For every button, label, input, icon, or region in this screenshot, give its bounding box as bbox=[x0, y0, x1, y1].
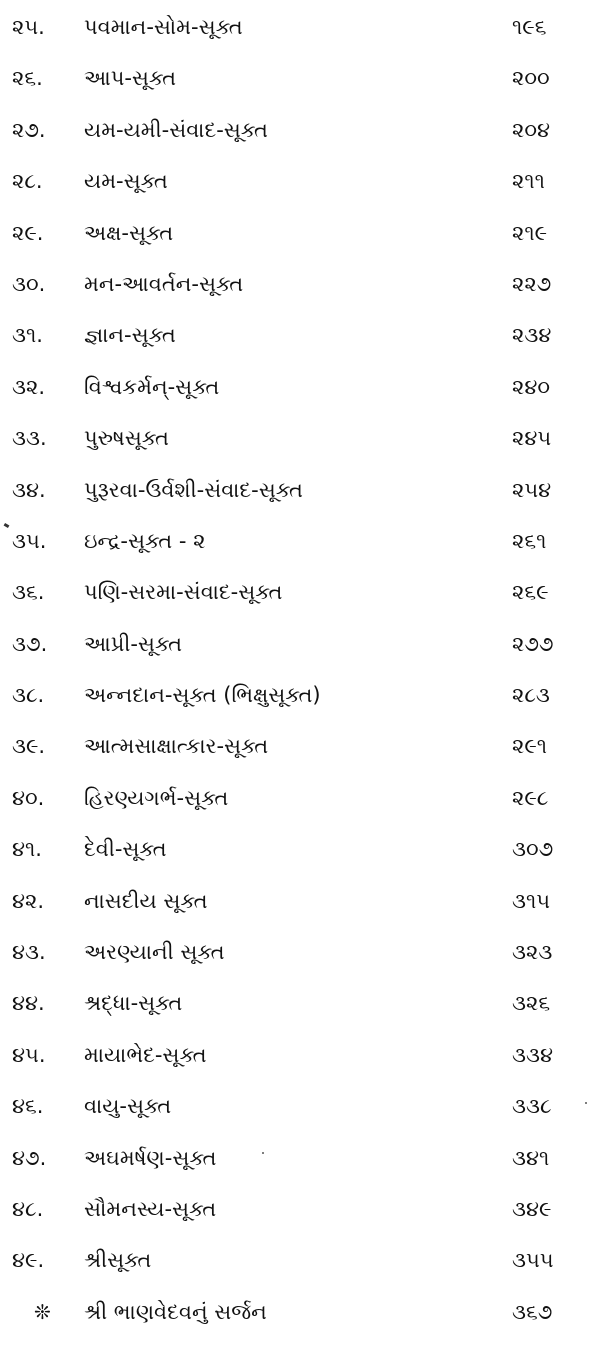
toc-entry-title: યમ-સૂક્ત bbox=[84, 169, 168, 194]
toc-entry-page: ૨૯૮ bbox=[512, 785, 549, 810]
toc-entry-page: ૩૪૯ bbox=[512, 1196, 552, 1221]
toc-entry-number: ૩૬. bbox=[12, 580, 45, 605]
toc-entry-number: ૩૯. bbox=[12, 734, 46, 759]
toc-entry-title: માયાભેદ-સૂક્ત bbox=[84, 1042, 207, 1067]
toc-entry-page: ૩૪૧ bbox=[512, 1145, 550, 1170]
toc-entry bbox=[0, 1196, 600, 1247]
toc-entry-number: ૨૮. bbox=[12, 169, 43, 194]
toc-entry bbox=[0, 939, 600, 990]
toc-entry-number: ૩૪. bbox=[12, 477, 46, 502]
toc-entry-page: ૩૨૩ bbox=[512, 940, 553, 965]
print-speck bbox=[585, 1102, 587, 1104]
toc-entry-page: ૨૦૦ bbox=[512, 66, 550, 91]
toc-entry-number: ૩૨. bbox=[12, 374, 45, 399]
toc-entry bbox=[0, 888, 600, 939]
toc-entry-title: જ્ઞાન-સૂક્ત bbox=[84, 323, 176, 348]
toc-entry-title: મન-આવર્તન-સૂક્ત bbox=[84, 271, 244, 296]
toc-entry-page: ૩૨૬ bbox=[512, 991, 551, 1016]
toc-entry-page: ૨૬૯ bbox=[512, 580, 549, 605]
toc-entry-page: ૨૦૪ bbox=[512, 117, 550, 142]
toc-entry-title: અક્ષ-સૂક્ત bbox=[84, 220, 174, 245]
toc-entry-title: પવમાન-સોમ-સૂક્ત bbox=[84, 15, 243, 39]
toc-entry-number: ૩૩. bbox=[12, 426, 47, 451]
toc-entry-page: ૨૩૪ bbox=[512, 323, 552, 348]
toc-entry-page: ૨૧૯ bbox=[512, 220, 548, 245]
toc-entry bbox=[0, 14, 600, 65]
asterism-icon: ❊ bbox=[34, 1299, 51, 1324]
print-speck bbox=[262, 1152, 264, 1154]
toc-entry bbox=[0, 836, 600, 887]
toc-entry-number: ૪૯. bbox=[12, 1248, 45, 1273]
toc-entry-number: ૪૪. bbox=[12, 991, 45, 1016]
toc-entry-number: ૪૨. bbox=[12, 888, 45, 913]
toc-entry-page: ૨૨૭ bbox=[512, 271, 552, 296]
toc-entry-title: આત્મસાક્ષાત્કાર-સૂક્ત bbox=[84, 734, 269, 759]
toc-entry-page: ૩૧૫ bbox=[512, 888, 551, 913]
toc-entry-number: ૪૬. bbox=[12, 1094, 44, 1119]
toc-entry bbox=[0, 990, 600, 1041]
toc-entry-title: હિરણ્યગર્ભ-સૂક્ત bbox=[84, 785, 229, 810]
toc-entry bbox=[0, 631, 600, 682]
toc-entry-page: ૨૭૭ bbox=[512, 631, 554, 656]
toc-entry-page: ૨૯૧ bbox=[512, 734, 548, 759]
toc-entry bbox=[0, 374, 600, 425]
toc-entry-page: ૧૯૬ bbox=[512, 15, 547, 39]
toc-entry-number: ૪૫. bbox=[12, 1042, 46, 1067]
toc-entry-page: ૨૧૧ bbox=[512, 169, 545, 194]
toc-entry-page: ૩૩૪ bbox=[512, 1042, 553, 1067]
toc-entry-title: શ્રદ્ધા-સૂક્ત bbox=[84, 991, 183, 1016]
toc-entry-title: અન્નદાન-સૂક્ત (ભિક્ષુસૂક્ત) bbox=[84, 683, 321, 708]
toc-entry-title: યમ-યમી-સંવાદ-સૂક્ત bbox=[84, 117, 268, 142]
toc-entry-number: ૪૮. bbox=[12, 1196, 44, 1221]
toc-entry-number: ૨૫. bbox=[12, 15, 45, 39]
toc-entry bbox=[0, 65, 600, 116]
toc-entry-title: પણિ-સરમા-સંવાદ-સૂક્ત bbox=[84, 580, 283, 605]
toc-entry-number: ૨૬. bbox=[12, 66, 43, 91]
toc-entry-number: ૩૧. bbox=[12, 323, 43, 348]
toc-entry bbox=[0, 425, 600, 476]
toc-entry-page: ૨૫૪ bbox=[512, 477, 552, 502]
toc-entry bbox=[0, 579, 600, 630]
toc-entry-page: ૨૮૩ bbox=[512, 683, 550, 708]
toc-entry-page: ૨૪૦ bbox=[512, 374, 550, 399]
toc-entry-title: નાસદીય સૂક્ત bbox=[84, 888, 208, 913]
table-of-contents bbox=[0, 14, 600, 1350]
toc-entry bbox=[0, 733, 600, 784]
toc-entry bbox=[0, 682, 600, 733]
toc-entry bbox=[0, 220, 600, 271]
toc-entry-number: ૪૦. bbox=[12, 785, 45, 810]
toc-entry-title: વાયુ-સૂક્ત bbox=[84, 1094, 172, 1119]
toc-entry-number: ૩૫. bbox=[12, 528, 47, 553]
toc-entry bbox=[0, 785, 600, 836]
toc-entry-number: ૨૯. bbox=[12, 220, 44, 245]
toc-entry-title: સૌમનસ્ય-સૂક્ત bbox=[84, 1196, 217, 1221]
toc-entry-page: ૩૬૭ bbox=[512, 1299, 553, 1324]
toc-entry-number: ૨૭. bbox=[12, 117, 46, 142]
toc-entry-page: ૨૪૫ bbox=[512, 426, 552, 451]
toc-entry bbox=[0, 1247, 600, 1298]
toc-entry-page: ૩૫૫ bbox=[512, 1248, 554, 1273]
toc-entry-number: ૪૧. bbox=[12, 837, 42, 862]
toc-entry bbox=[0, 1093, 600, 1144]
toc-entry-number: ૪૩. bbox=[12, 940, 46, 965]
toc-entry-title: અઘમર્ષણ-સૂક્ત bbox=[84, 1145, 217, 1170]
toc-entry-title: અરણ્યાની સૂક્ત bbox=[84, 940, 225, 965]
toc-entry-number: ૩૮. bbox=[12, 683, 45, 708]
toc-entry-number: ૩૭. bbox=[12, 631, 48, 656]
toc-entry bbox=[0, 1042, 600, 1093]
toc-entry bbox=[0, 528, 600, 579]
toc-entry-title: પુરૂરવા-ઉર્વશી-સંવાદ-સૂક્ત bbox=[84, 477, 303, 502]
toc-entry-page: ૨૬૧ bbox=[512, 528, 547, 553]
toc-entry-title: શ્રી ભાણવેદવનું સર્જન bbox=[84, 1299, 267, 1324]
toc-entry-title: આપ-સૂક્ત bbox=[84, 66, 177, 91]
toc-entry-title: પુરુષસૂક્ત bbox=[84, 426, 169, 451]
toc-entry bbox=[0, 1145, 600, 1196]
toc-entry-page: ૩૦૭ bbox=[512, 837, 554, 862]
toc-entry-number: ૩૦. bbox=[12, 271, 46, 296]
toc-entry-title: વિશ્વકર્મન્-સૂક્ત bbox=[84, 374, 220, 399]
toc-entry-title: આપ્રી-સૂક્ત bbox=[84, 631, 183, 656]
toc-entry-title: ઇન્દ્ર-સૂક્ત - ૨ bbox=[84, 528, 206, 553]
toc-entry-title: શ્રીસૂક્ત bbox=[84, 1248, 152, 1273]
toc-entry bbox=[0, 1299, 600, 1350]
toc-entry bbox=[0, 271, 600, 322]
toc-entry bbox=[0, 117, 600, 168]
toc-entry bbox=[0, 168, 600, 219]
toc-entry-page: ૩૩૮ bbox=[512, 1094, 552, 1119]
toc-entry bbox=[0, 477, 600, 528]
toc-entry bbox=[0, 322, 600, 373]
toc-entry-title: દેવી-સૂક્ત bbox=[84, 837, 167, 862]
toc-entry-number: ૪૭. bbox=[12, 1145, 47, 1170]
